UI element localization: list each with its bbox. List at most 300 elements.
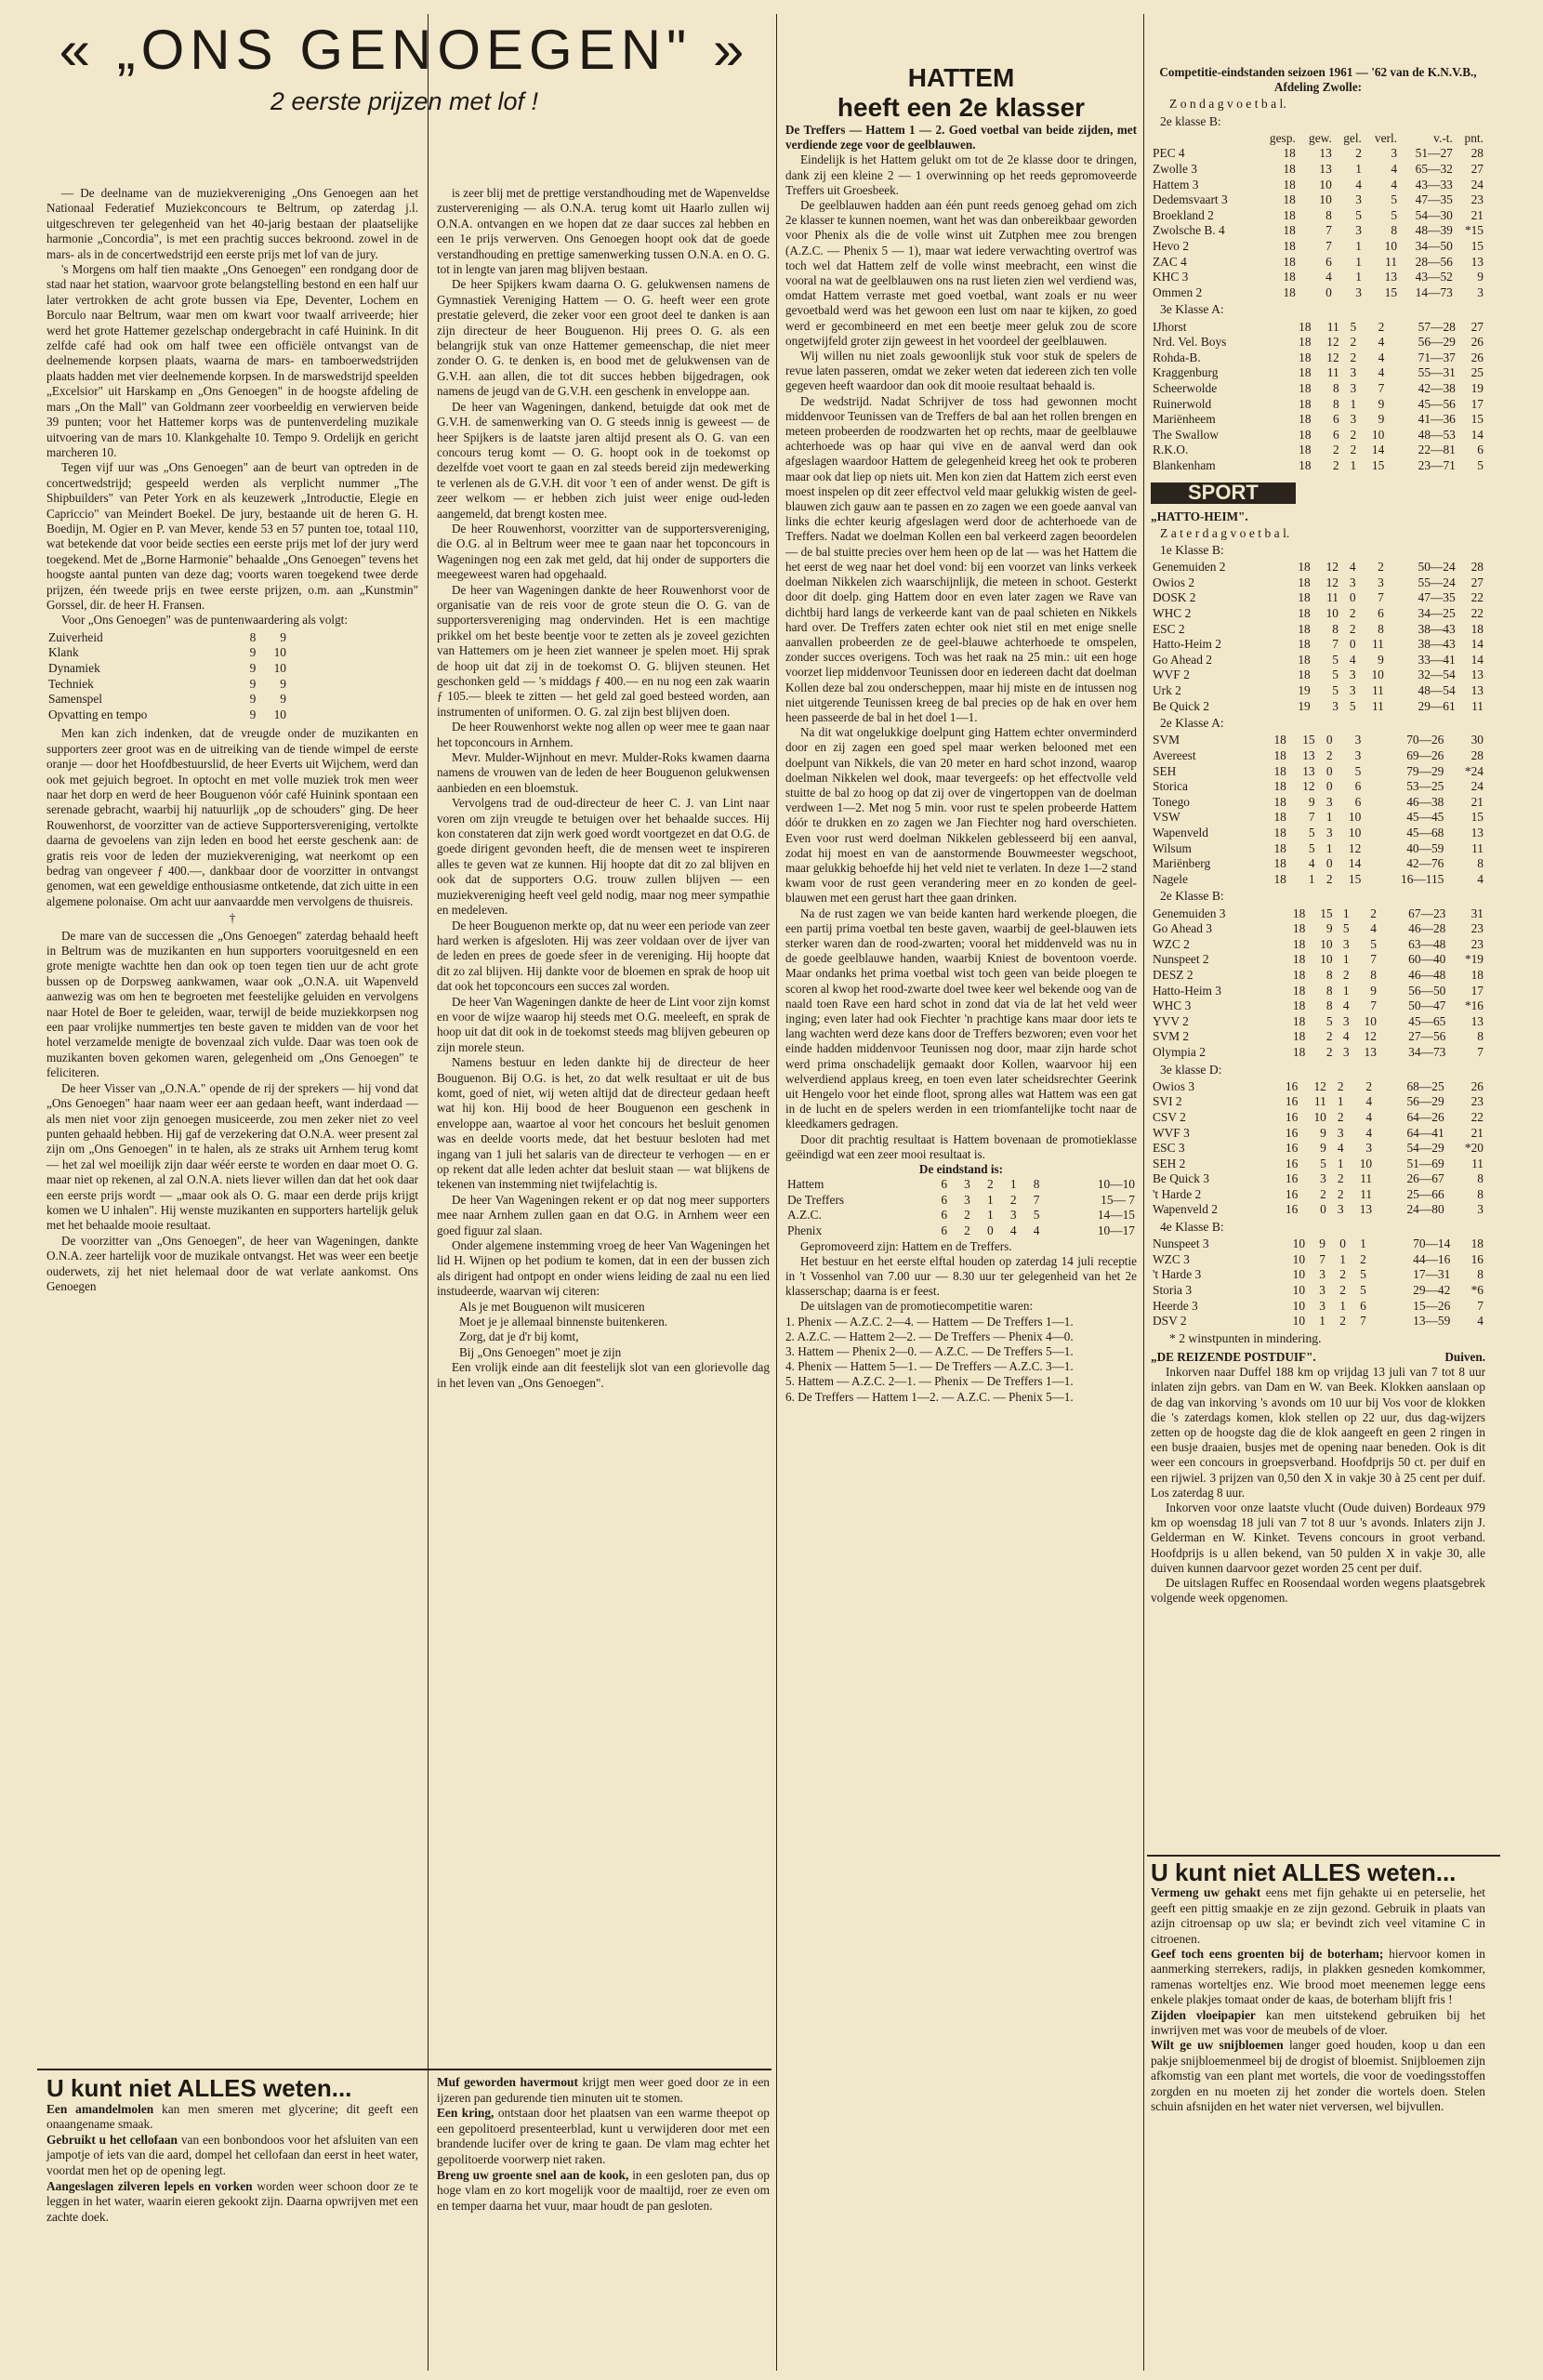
tip-text: langer goed houden, koop u dan een pakje snijbloemenmeel bij de drogist of bloemist. Snijbloemen zijn afkomstig van een plant met wortels, die voor de voedingsstoffen zorgden en nu moeten zij het zonder die wortels doen. Stelen schuin afsnijden en het water niet verversen, wel bijvullen. xyxy=(1151,2038,1485,2114)
tip-text: in een gesloten pan, dus op hoge vlam en zo kort mogelijk voor de maaltijd, roer ze even om en temper daarna het vuur, maar houdt de pan gesloten. xyxy=(437,2167,770,2213)
stat-cell: 10 xyxy=(1292,1236,1306,1251)
stat-cell: 16 xyxy=(1285,1186,1299,1201)
stat-cell: 51—27 xyxy=(1415,146,1453,161)
stat-cell: 13 xyxy=(1302,763,1315,778)
stat-cell: 2 xyxy=(1350,427,1357,442)
tip-lead: Aangeslagen zilveren lepels en vorken xyxy=(46,2178,253,2193)
stat-cell: 9 xyxy=(1308,794,1315,809)
tip-item xyxy=(437,2106,770,2167)
stat-cell: 5 xyxy=(1349,698,1356,713)
stat-cell: 30 xyxy=(1470,733,1484,747)
team-name: Nrd. Vel. Boys xyxy=(1153,335,1227,350)
stat-cell: 18 xyxy=(1273,871,1286,886)
stat-cell: 12 xyxy=(1302,779,1315,794)
team-name: WVF 2 xyxy=(1153,668,1190,682)
stat-cell: 4 xyxy=(1365,1094,1373,1109)
stat-cell: 24—80 xyxy=(1406,1202,1444,1217)
stat-cell: 4 xyxy=(1355,177,1362,192)
stat-cell: 5 xyxy=(1354,763,1362,778)
standings-row xyxy=(1151,1236,1485,1252)
standings-row xyxy=(1151,365,1485,381)
stat-cell: 18 xyxy=(1299,412,1312,427)
team-name: IJhorst xyxy=(1153,319,1187,334)
stat-cell: 45—45 xyxy=(1406,810,1444,825)
tip-lead: Geef toch eens groenten bij de boterham; xyxy=(1151,1947,1384,1962)
score-row xyxy=(46,645,288,661)
stat-cell: 9 xyxy=(1378,412,1385,427)
stat-cell: 47—35 xyxy=(1415,192,1453,207)
stat-cell: 38—43 xyxy=(1418,621,1456,636)
stat-cell: 5 xyxy=(1360,1267,1366,1282)
team-name: Mariënberg xyxy=(1153,856,1211,871)
lyric-line: Zorg, dat je d'r bij komt, xyxy=(459,1329,579,1344)
stat-cell: 3 xyxy=(1349,575,1356,589)
stat-cell: 18 xyxy=(1299,335,1312,350)
tip-item xyxy=(46,2133,418,2179)
stat-cell: 10 xyxy=(1319,177,1332,192)
stat-cell: 7 xyxy=(1325,238,1332,253)
paragraph: — De deelname van de muziekvereniging „Ons Genoegen aan het Nationaal Federatief Muziekconcours te Beltrum, op zaterdag j.l. uitgeschreven ter gelegenheid van het 40-jarig bestaan der plaatselijke harmonie „Concordia", is met een prachtig succes bekroond. zowel in de mars- als in de concertwedstrijd een eerste prijs met lof van de jury. xyxy=(46,186,418,261)
standings-row xyxy=(1151,1014,1485,1030)
team-name: Owios 3 xyxy=(1153,1078,1195,1093)
stat-cell: 4 xyxy=(1477,871,1484,886)
team-name: Wapenveld xyxy=(1153,826,1208,840)
tip-lead: Een amandelmolen xyxy=(46,2101,154,2116)
lyric-line: Bij „Ons Genoegen" moet je zijn xyxy=(459,1344,622,1359)
stat-cell: 5 xyxy=(1332,652,1339,667)
stat-cell: 18 xyxy=(1283,146,1296,161)
paragraph: Voor „Ons Genoegen" was de puntenwaardering als volgt: xyxy=(61,613,349,628)
stat-cell: 45—56 xyxy=(1418,396,1456,411)
paragraph: De heer Van Wageningen rekent er op dat nog meer supporters mee naar Arnhem zullen gaan en dat O.G. in Arnhem weer een goed figuur zal slaan. xyxy=(437,1192,770,1237)
result-line: 1. Phenix — A.Z.C. 2—4. — Hattem — De Treffers 1—1. xyxy=(785,1314,1074,1329)
tip-item xyxy=(437,2168,770,2215)
team-name: Genemuiden 3 xyxy=(1153,906,1226,920)
stat-cell: 4 xyxy=(1391,177,1398,192)
team-name: Tonego xyxy=(1153,794,1190,809)
stat-cell: 27 xyxy=(1470,575,1484,589)
stat-cell: 8 xyxy=(1332,380,1339,395)
tip-item xyxy=(1151,1885,1485,1947)
stat-cell: 7 xyxy=(1378,380,1385,395)
result-line: 2. A.Z.C. — Hattem 2—2. — De Treffers — Phenix 4—0. xyxy=(785,1329,1074,1343)
column-header: gel. xyxy=(1343,130,1362,145)
hattem-headline-line2: heeft een 2e klasser xyxy=(837,93,1086,122)
stat-cell: 18 xyxy=(1292,967,1306,982)
stat-cell: 1 xyxy=(1355,238,1362,253)
stat-cell: 5 xyxy=(1332,668,1339,682)
team: Hattem xyxy=(787,1177,824,1192)
team-name: WHC 3 xyxy=(1153,998,1192,1013)
stat-cell: 70—26 xyxy=(1406,733,1444,747)
stat-cell: 1 xyxy=(1342,906,1350,920)
stat-cell: 13 xyxy=(1364,1044,1377,1059)
stat-cell: 2 xyxy=(1337,1109,1344,1124)
stat-cell: 2 xyxy=(1350,335,1357,350)
stat-cell: 51—69 xyxy=(1406,1156,1444,1170)
stat-cell: 50—47 xyxy=(1408,998,1446,1013)
stat-cell: 3 xyxy=(1325,794,1333,809)
stat-cell: 13 xyxy=(1470,1013,1484,1028)
standings-row xyxy=(1151,443,1485,458)
stat-cell: 23—71 xyxy=(1418,457,1456,472)
stat-cell: 23 xyxy=(1470,921,1484,936)
score-value: 9 xyxy=(249,692,257,707)
stat-cell: 11 xyxy=(1471,1156,1484,1170)
paragraph: Mevr. Mulder-Wijnhout en mevr. Mulder-Roks kwamen daarna namens de vrouwen van de leden de heer Bouguenon gelukwensen aanbieden en een bloemstuk. xyxy=(437,750,770,795)
team-name: SVI 2 xyxy=(1153,1094,1182,1109)
team-name: Wilsum xyxy=(1153,840,1192,855)
team: Phenix xyxy=(787,1223,823,1237)
stat-cell: 18 xyxy=(1283,270,1296,284)
team-name: Nagele xyxy=(1153,871,1188,886)
stat-cell: 3 xyxy=(1337,1125,1344,1140)
lyric-line: Moet je je allemaal binnenste buitenkeren. xyxy=(459,1315,668,1329)
stat-cell: 29—61 xyxy=(1418,698,1456,713)
stat-cell: 4 xyxy=(1391,162,1398,176)
team-name: Blankenham xyxy=(1153,457,1216,472)
team-name: Scheerwolde xyxy=(1153,380,1218,395)
tip-item xyxy=(46,2102,418,2133)
standings-table-4b xyxy=(1151,1236,1485,1329)
stat-cell: 10 xyxy=(1348,826,1362,840)
stat-cell: 7 xyxy=(1370,998,1377,1013)
stat-cell: 16 xyxy=(1285,1171,1299,1186)
tip-text: hiervoor komen in aanmerking sterrekers, radijs, in plakken gesneden komkommer, ramenas worteltjes enz. Wie brood moet meenemen legge eens enkele plakjes tomaat onder de kaas, de boterham blijft fris ! xyxy=(1151,1947,1485,2007)
score-value: 10 xyxy=(273,645,286,660)
stat-cell: 3 xyxy=(1355,223,1362,238)
stat-cell: 2 xyxy=(1370,906,1377,920)
stat-cell: 2 xyxy=(1350,443,1357,457)
tip-lead: Zijden vloeipapier xyxy=(1151,2007,1256,2022)
stat-cell: 13 xyxy=(1302,748,1315,763)
cell: 14—15 xyxy=(1097,1208,1135,1223)
stat-cell: 8 xyxy=(1325,998,1333,1013)
team-name: Urk 2 xyxy=(1153,683,1181,698)
stat-cell: 6 xyxy=(1354,779,1362,794)
paragraph: Na de rust zagen we van beide kanten hard werkende ploegen, die een partij prima voetbal ten beste gaven, waarbij de geel-blauwen iets sterker waren dan de rood-zwarten; vooral het middenveld was nu in de goede geelblauwe handen, waarbij Kniest de boventoon voerde. Maar ondanks het prima voetbal wist toch geen van beide ploegen te scoren al kwop het rood-zwarte doel twee keer wel bekende oog van de naald toen Rave een hard schot in zond dat via de lat het veld weer inging; even later had ook Fiechter 'n prachtige kans maar door iets te lang wachten werd deze kans door de Treffers bezworen; even voor het einde hadden middenvoor Teunissen nog door, maar zijn harde schot werd prima onschadelijk gemaakt door Kollen, waarvoor hij een welverdiend applaus kreeg, en toen even later scheidsrechter Geerink uit Hengelo voor het einde floot, sprong alles wat Hattem was een gat in de lucht en de spelers werden in een triomfantelijke tocht naar de kleedkamers gedragen. xyxy=(785,906,1137,1131)
stat-cell: 5 xyxy=(1391,207,1398,222)
stat-cell: 21 xyxy=(1470,794,1484,809)
tips-box xyxy=(46,2075,418,2225)
stat-cell: 3 xyxy=(1349,668,1356,682)
stat-cell: 10 xyxy=(1319,192,1332,207)
stat-cell: 15 xyxy=(1470,238,1484,253)
tip-lead: Breng uw groente snel aan de kook, xyxy=(437,2167,629,2182)
standings-row xyxy=(1151,764,1485,780)
stat-cell: 0 xyxy=(1349,637,1356,652)
team-name: R.K.O. xyxy=(1153,443,1189,457)
standings-row xyxy=(1151,1283,1485,1299)
tip-item xyxy=(1151,2008,1485,2039)
stat-cell: 18 xyxy=(1299,380,1312,395)
team-name: Go Ahead 2 xyxy=(1153,652,1212,667)
stat-cell: 4 xyxy=(1378,335,1385,350)
stat-cell: 44—16 xyxy=(1413,1251,1451,1266)
team-name: YVV 2 xyxy=(1153,1013,1189,1028)
stat-cell: 43—52 xyxy=(1415,270,1453,284)
stat-cell: 18 xyxy=(1470,967,1484,982)
stat-cell: 48—54 xyxy=(1418,683,1456,698)
stat-cell: 18 xyxy=(1283,162,1296,176)
standings-row xyxy=(1151,239,1485,255)
paragraph: Na dit wat ongelukkige doelpunt ging Hattem echter onverminderd door en zij zagen een goed spel maar werken belooned met een doelpunt van Nikkels, die van 20 meter en hard schot inzond, waarop doelman Nikkelen wel dook, maar tevergeefs: op het effectvolle veld stuitte de bal zo hoog op dat zij over de vingertoppen van de doelman verdween 1—2. Met nog 5 min. voor rust te spelen probeerde Hattem dóór te drukken en zo zagen we Jan Fiechter nog hard overschieten. Even voor rust werd doelman Nikkelen geblesseerd bij een aanval, zodat hij moest en van de aanstormende Bouwmeester wegschoot, maar gelukkig behoefde hij het veld niet te verlaten. In deze 1—2 stand kwam voor de rust geen verandering meer en zo konden de geel-blauwen met een gerust hart thee gaan drinken. xyxy=(785,725,1137,906)
stat-cell: 42—76 xyxy=(1406,856,1444,871)
stat-cell: 3 xyxy=(1355,192,1362,207)
stat-cell: 16 xyxy=(1285,1156,1299,1170)
paragraph: De heer Van Wageningen dankte de heer de Lint voor zijn komst en voor de wijze waarop hij steeds met O.G. meeleeft, en sprak de hoop uit dat dit ook in de toekomst steeds mag blijven gebeuren op zijn morele steun. xyxy=(437,994,770,1054)
stat-cell: 8 xyxy=(1332,396,1339,411)
cell: 1 xyxy=(987,1192,994,1207)
team-name: SEH 2 xyxy=(1153,1156,1186,1170)
team-name: CSV 2 xyxy=(1153,1109,1186,1124)
hattem-headline xyxy=(785,63,1137,123)
stat-cell: 3 xyxy=(1319,1298,1325,1313)
paragraph: Tegen vijf uur was „Ons Genoegen" aan de beurt van optreden in de concertwedstrijd; gespeeld werden als verplicht nummer „The Shipbuilders" van Peter York en als keuzewerk „Introductie, Elegie en Capriccio" van Meindert Boekel. De jury, bestaande uit de heren G. H. Boedijn, M. Ogier en P. van Mever, kende 53 en 57 punten toe, totaal 110, wat betekende dat voor beide secties een eerste prijs met lof der jury werd toegekend. Met de „Borne Harmonie" behaalde „Ons Genoegen" tevens het hoogste aantal punten van deze dag; voorts waren toegekend twee derde prijzen, één tweede prijs en twee eerste prijzen, o.m. aan „Kunstmin" Gorssel, dir. de heer H. Fransen. xyxy=(46,460,418,612)
stat-cell: 8 xyxy=(1325,967,1333,982)
stat-cell: 4 xyxy=(1308,856,1315,871)
stat-cell: 0 xyxy=(1325,779,1333,794)
stat-cell: 55—24 xyxy=(1418,575,1456,589)
stat-cell: 17 xyxy=(1470,396,1484,411)
stat-cell: 10 xyxy=(1348,810,1362,825)
team-name: Zwolsche B. 4 xyxy=(1153,223,1225,238)
score-value: 10 xyxy=(273,660,286,675)
standings-row xyxy=(1151,397,1485,413)
standings-row xyxy=(1151,162,1485,178)
team-name: WZC 3 xyxy=(1153,1251,1190,1266)
standings-row xyxy=(1151,622,1485,638)
stat-cell: 15 xyxy=(1302,733,1315,747)
column-divider xyxy=(1143,14,1144,2371)
stat-cell: 2 xyxy=(1365,1078,1373,1093)
tip-text: van een bonbondoos voor het afsluiten van een jampotje of iets van die aard, dompel het cellofaan dan eerst in heet water, voordat men het op de opening legt. xyxy=(46,2132,419,2177)
paragraph: Vervolgens trad de oud-directeur de heer C. J. van Lint naar voren om zijn vreugde te betuigen over het behaalde succes. Hij kon constateren dat zijn werk goed wordt voortgezet en dat O.G. de goede dirigent gevonden heeft, die de mensen weet te inspireren alles te geven wat ze kunnen. Hij hoopte dat dit zo zal blijven en ook dat de supporters O.G. trouw zullen blijven — een muziekvereniging heeft veel geld nodig, maar nog meer sympathie en medeleven. xyxy=(437,796,770,918)
stat-cell: 28 xyxy=(1470,748,1484,763)
tip-text: kan men uitstekend gebruiken bij het inwrijven met was voor de meubels of de vloer. xyxy=(1151,2007,1485,2038)
stat-cell: 1 xyxy=(1319,1314,1325,1329)
stat-cell: 18 xyxy=(1273,794,1286,809)
class-label: 3e klasse D: xyxy=(1160,1062,1222,1077)
stat-cell: 3 xyxy=(1350,380,1357,395)
lyric-line: Als je met Bouguenon wilt musiceren xyxy=(459,1299,645,1314)
stat-cell: 18 xyxy=(1273,810,1286,825)
end-standings-label: De eindstand is: xyxy=(918,1162,1004,1177)
team-name: Kraggenburg xyxy=(1153,365,1219,380)
paragraph: Een vrolijk einde aan dit feestelijk slot van een glorievolle dag in het leven van „Ons Genoegen". xyxy=(437,1360,770,1390)
club-name: „HATTO-HEIM". xyxy=(1151,509,1248,523)
stat-cell: 34—50 xyxy=(1415,238,1453,253)
masthead-title: « „ONS GENOEGEN" » xyxy=(59,19,750,81)
stat-cell: 4 xyxy=(1325,270,1332,284)
stat-cell: 8 xyxy=(1477,1186,1484,1201)
stat-cell: 3 xyxy=(1319,1267,1325,1282)
stat-cell: 18 xyxy=(1298,652,1311,667)
result-line: 3. Hattem — Phenix 2—0. — A.Z.C. — De Treffers 5—1. xyxy=(785,1344,1074,1359)
score-table xyxy=(46,630,288,723)
stat-cell: 3 xyxy=(1391,146,1398,161)
stat-cell: 56—50 xyxy=(1408,983,1446,998)
stat-cell: 46—48 xyxy=(1408,967,1446,982)
score-value: 9 xyxy=(280,692,286,707)
sport-banner: SPORT xyxy=(1151,483,1296,503)
stat-cell: 3 xyxy=(1477,284,1484,299)
stat-cell: 3 xyxy=(1477,1202,1484,1217)
stat-cell: 14 xyxy=(1371,443,1385,457)
stat-cell: 28 xyxy=(1470,146,1484,161)
stat-cell: 18 xyxy=(1299,457,1312,472)
standings-table-2a xyxy=(1151,733,1485,887)
stat-cell: 10 xyxy=(1320,952,1333,967)
stat-cell: 12 xyxy=(1325,575,1339,589)
column-header: verl. xyxy=(1374,130,1398,145)
stat-cell: 4 xyxy=(1378,350,1385,364)
stat-cell: 69—26 xyxy=(1406,748,1444,763)
stat-cell: 6 xyxy=(1332,427,1339,442)
stat-cell: 1 xyxy=(1342,983,1350,998)
stat-cell: 18 xyxy=(1298,637,1311,652)
hattem-headline-line1: HATTEM xyxy=(907,63,1015,92)
stat-cell: 40—59 xyxy=(1406,840,1444,855)
stat-cell: 2 xyxy=(1332,443,1339,457)
standings-row xyxy=(1151,412,1485,428)
stat-cell: 1 xyxy=(1355,270,1362,284)
stat-cell: 65—32 xyxy=(1415,162,1453,176)
stat-cell: 1 xyxy=(1350,396,1357,411)
team-name: ESC 2 xyxy=(1153,621,1185,636)
team-name: Zwolle 3 xyxy=(1153,162,1197,176)
pigeon-header xyxy=(1151,1350,1485,1365)
team-name: Heerde 3 xyxy=(1153,1298,1198,1313)
stat-cell: 9 xyxy=(1319,1236,1325,1251)
stat-cell: 18 xyxy=(1283,177,1296,192)
cell: 1 xyxy=(1009,1177,1017,1192)
stat-cell: 9 xyxy=(1378,396,1385,411)
stat-cell: 10 xyxy=(1371,668,1384,682)
standings-row xyxy=(1151,350,1485,366)
standings-table-3d xyxy=(1151,1079,1485,1218)
stat-cell: 28 xyxy=(1470,560,1484,575)
column-header: pnt. xyxy=(1464,130,1484,145)
stat-cell: 4 xyxy=(1365,1125,1373,1140)
standings-row xyxy=(1151,968,1485,984)
cell: 3 xyxy=(964,1177,970,1192)
stat-cell: 18 xyxy=(1470,621,1484,636)
standings-row xyxy=(1151,458,1485,474)
stat-cell: 15 xyxy=(1371,457,1385,472)
stat-cell: 0 xyxy=(1325,284,1332,299)
paragraph: De heer Bouguenon merkte op, dat nu weer een periode van zeer hard werken is afgesloten. Hij was zeer voldaan over de ijver van de leden en prees de goede sfeer in de vereniging. Hij hoopte dat dit zo zal blijven. Hij dankte voor de bloemen en sprak de hoop uit dat ook het topconcours een succes zal worden. xyxy=(437,918,770,994)
stat-cell: 22 xyxy=(1470,1109,1484,1124)
standings-row xyxy=(1151,856,1485,872)
stat-cell: 18 xyxy=(1273,779,1286,794)
stat-cell: 2 xyxy=(1339,1267,1346,1282)
team-name: VSW xyxy=(1153,810,1180,825)
stat-cell: 4 xyxy=(1378,365,1385,380)
paragraph: Door dit prachtig resultaat is Hattem bovenaan de promotieklasse geëindigd wat een zeer mooi resultaat is. xyxy=(785,1131,1137,1161)
stat-cell: 63—48 xyxy=(1408,936,1446,951)
stat-cell: 4 xyxy=(1337,1141,1344,1156)
stat-cell: 2 xyxy=(1325,1029,1333,1044)
column-divider xyxy=(776,14,777,2371)
standings-row xyxy=(1151,952,1485,968)
score-value: 9 xyxy=(249,645,257,660)
category-label: Z o n d a g v o e t b a l. xyxy=(1169,97,1286,112)
paragraph: De heer van Wageningen, dankend, betuigde dat ook met de G.V.H. de samenwerking van O. G steeds innig is geweest — de heer Spijkers is de laatste jaren altijd present als O. G. van een concours terug komt — O. G. hoopt ook in de toekomst op dezelfde voet voort te gaan en zal steeds bereid zijn medewerking te verlenen als de G.V.H. dit voor 't een of ander wenst. De gift is zeer welkom — er hebben zich juist weer enige oud-leden aangemeld, dat brengt kosten mee. xyxy=(437,399,770,521)
stat-cell: 2 xyxy=(1342,967,1350,982)
tip-item xyxy=(437,2075,770,2106)
tip-text: worden weer schoon door ze te leggen in het water, waarin eieren gekookt zijn. Daarna opwrijven met een zachte doek. xyxy=(46,2178,418,2224)
stat-cell: 5 xyxy=(1360,1283,1366,1298)
stat-cell: 4 xyxy=(1349,560,1356,575)
team-name: The Swallow xyxy=(1153,427,1220,442)
team-name: Be Quick 3 xyxy=(1153,1171,1209,1186)
stat-cell: 11 xyxy=(1360,1171,1373,1186)
stat-cell: 41—36 xyxy=(1418,412,1456,427)
class-label: 4e Klasse B: xyxy=(1160,1220,1224,1235)
song-lyrics xyxy=(437,1300,770,1361)
stat-cell: 4 xyxy=(1370,921,1377,936)
stat-cell: 56—29 xyxy=(1418,335,1456,350)
stat-cell: 18 xyxy=(1283,207,1296,222)
stat-cell: 54—29 xyxy=(1406,1141,1444,1156)
standings-row xyxy=(785,1208,1137,1223)
stat-cell: 33—41 xyxy=(1418,652,1456,667)
standings-column xyxy=(1151,65,1485,1606)
stat-cell: 16 xyxy=(1285,1094,1299,1109)
stat-cell: 18 xyxy=(1283,238,1296,253)
stat-cell: 2 xyxy=(1337,1171,1344,1186)
stat-cell: 18 xyxy=(1292,1013,1306,1028)
standings-row xyxy=(1151,223,1485,239)
stat-cell: 15 xyxy=(1470,412,1484,427)
stat-cell: 18 xyxy=(1299,427,1312,442)
article-left-column xyxy=(46,186,418,1294)
stat-cell: 23 xyxy=(1470,192,1484,207)
stat-cell: 8 xyxy=(1477,1267,1484,1282)
stat-cell: 1 xyxy=(1342,952,1350,967)
tip-lead: Een kring, xyxy=(437,2106,495,2121)
score-value: 9 xyxy=(280,676,286,691)
stat-cell: 16 xyxy=(1285,1078,1299,1093)
stat-cell: 28—56 xyxy=(1415,254,1453,269)
stat-cell: 11 xyxy=(1371,637,1384,652)
stat-cell: 60—40 xyxy=(1408,952,1446,967)
team-name: WVF 3 xyxy=(1153,1125,1190,1140)
stat-cell: 2 xyxy=(1337,1186,1344,1201)
stat-cell: 18 xyxy=(1273,763,1286,778)
paragraph: Inkorven voor onze laatste vlucht (Oude duiven) Bordeaux 979 km op woensdag 18 juli van 7 tot 8 uur 's avonds. Inlaters zijn J. Gelderman en W. Kinket. Tevens concours in groot verband. Hoofdprijs is u allen bekend, van 50 pulden X in vakje 30, alle duiven kunnen daarvoor gezet worden 25 cent per duif. xyxy=(1151,1501,1485,1575)
tips-title: U kunt niet ALLES weten... xyxy=(1151,1858,1457,1886)
stat-cell: 1 xyxy=(1308,871,1315,886)
tip-lead: Wilt ge uw snijbloemen xyxy=(1151,2038,1284,2053)
stat-cell: 3 xyxy=(1354,748,1362,763)
cell: 2 xyxy=(964,1223,970,1237)
stat-cell: 1 xyxy=(1337,1156,1344,1170)
class-label: 1e Klasse B: xyxy=(1160,543,1224,558)
stat-cell: 46—28 xyxy=(1408,921,1446,936)
stat-cell: 11 xyxy=(1360,1186,1373,1201)
cell: 10—10 xyxy=(1097,1177,1135,1192)
stat-cell: 3 xyxy=(1365,1141,1373,1156)
stat-cell: 2 xyxy=(1378,560,1384,575)
stat-cell: 10 xyxy=(1292,1314,1306,1329)
stat-cell: 18 xyxy=(1283,223,1296,238)
team-name: Nunspeet 2 xyxy=(1153,952,1209,967)
stat-cell: 18 xyxy=(1292,1044,1306,1059)
stat-cell: 7 xyxy=(1477,1044,1484,1059)
score-value: 9 xyxy=(280,629,286,644)
